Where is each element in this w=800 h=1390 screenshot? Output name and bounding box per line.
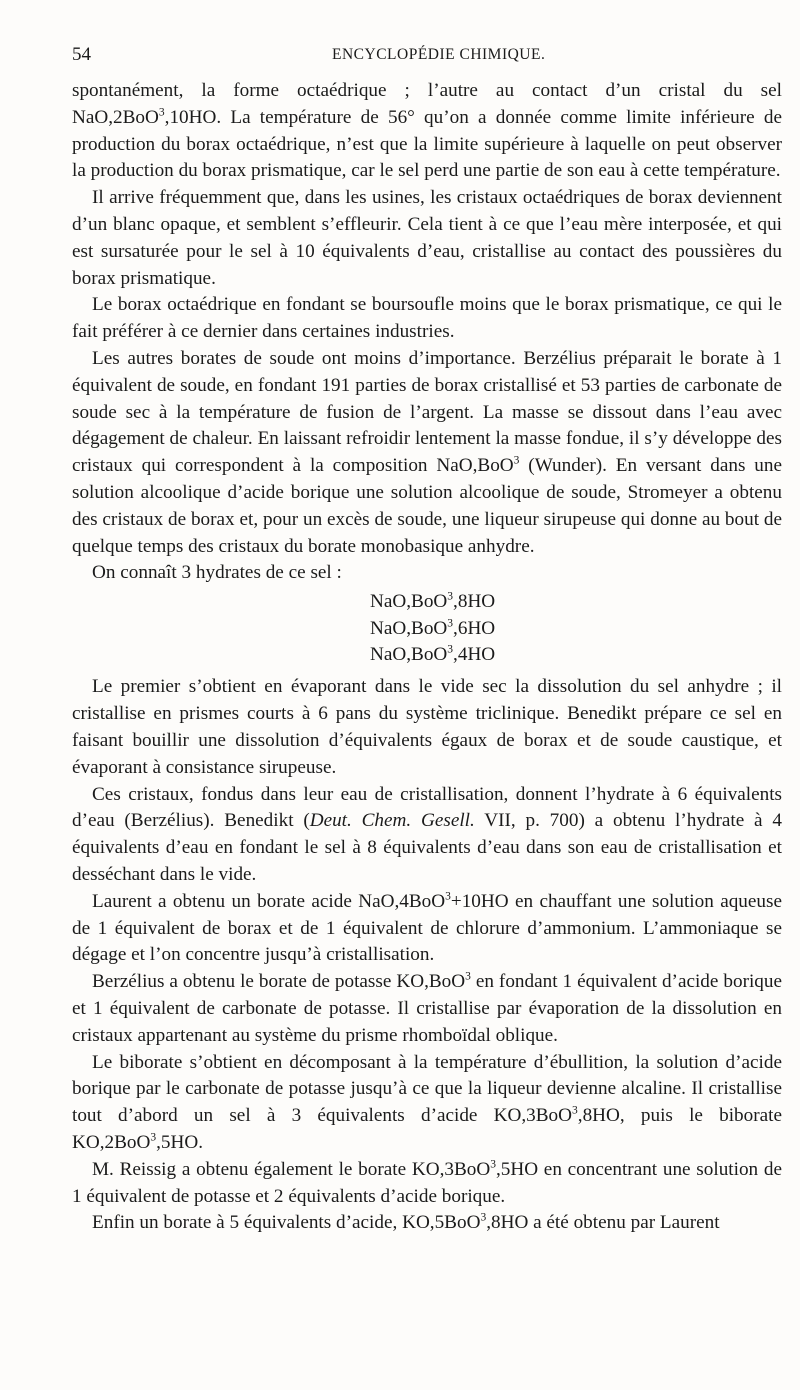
- text-run: NaO,BoO: [370, 617, 448, 639]
- hydrate-formula: [370, 589, 782, 615]
- text-run: Il arrive fréquemment que, dans les usines, les cristaux octaédriques de borax deviennent d’un blanc opaque, et semblent s’effleurir. Cela tient à ce que l’eau mère interposée, et qui est sursaturée pour le sel à 10 équivalents d’eau, cristallise au contact des poussières du borax prismatique.: [72, 187, 782, 289]
- superscript: 3: [572, 1104, 578, 1117]
- paragraph: [72, 674, 782, 781]
- superscript: 3: [513, 454, 520, 467]
- text-run: (Wunder). En versant dans une solution alcoolique d’acide borique une solution alcoolique de soude, Stromeyer a obtenu des cristaux de borax et, pour un excès de soude, une liqueur sirupeuse qui donne au bout de quelque temps des cristaux du borate monobasique anhydre.: [72, 455, 782, 557]
- text-run: ,6HO: [453, 617, 496, 639]
- paragraphs-before: [72, 78, 782, 587]
- text-run: NaO,BoO: [370, 591, 448, 613]
- text-run: Berzélius a obtenu le borate de potasse KO,BoO: [92, 971, 466, 993]
- text-run: Le premier s’obtient en évaporant dans le vide sec la dissolution du sel anhydre ; il cristallise en prismes courts à 6 pans du système triclinique. Benedikt prépare ce sel en faisant bouillir une dissolution d’équivalents égaux de borax et de soude caustique, et évaporant à consistance sirupeuse.: [72, 676, 782, 778]
- text-run: Ces cristaux, fondus dans leur eau de cristallisation, donnent l’hydrate à 6 équivalents d’eau (Berzélius). Benedikt (: [72, 783, 782, 832]
- text-run: ,8HO: [453, 591, 496, 613]
- paragraph: [72, 1157, 782, 1211]
- text-run: Les autres borates de soude ont moins d’importance. Berzélius préparait le borate à 1 équivalent de soude, en fondant 191 parties de borax cristallisé et 53 parties de carbonate de soude sec à la température de fusion de l’argent. La masse se dissout dans l’eau avec dégagement de chaleur. En laissant refroidir lentement la masse fondue, il s’y développe des cristaux qui correspondent à la composition NaO,BoO: [72, 347, 782, 477]
- superscript: 3: [447, 590, 454, 603]
- page-number: 54: [72, 44, 91, 65]
- paragraph: [72, 185, 782, 292]
- text-run: en fondant 1 équivalent d’acide borique et 1 équivalent de carbonate de potasse. Il cristallise par évaporation de la dissolution en cristaux appartenant au système du prisme rhomboïdal oblique.: [72, 971, 782, 1046]
- paragraph: [72, 1210, 782, 1237]
- superscript: 3: [465, 970, 471, 983]
- paragraph: [72, 1050, 782, 1157]
- text-run: On connaît 3 hydrates de ce sel :: [92, 562, 342, 584]
- text-run: +10HO en chauffant une solution aqueuse de 1 équivalent de borax et de 1 équivalent de chlorure d’ammonium. L’ammoniaque se dégage et l’on concentre jusqu’à cristallisation.: [72, 890, 782, 966]
- superscript: 3: [150, 1131, 157, 1144]
- text-run: ,8HO a été obtenu par Laurent: [486, 1212, 720, 1234]
- superscript: 3: [447, 617, 454, 630]
- superscript: 3: [490, 1158, 496, 1171]
- italic-citation: Deut. Chem. Gesell.: [309, 810, 475, 832]
- paragraphs-after: [72, 674, 782, 1237]
- superscript: 3: [480, 1211, 487, 1224]
- text-run: VII, p. 700) a obtenu l’hydrate à 4 équivalents d’eau en fondant le sel à 8 équivalents d’eau dans son eau de cristallisation et desséchant dans le vide.: [72, 810, 782, 885]
- text-run: spontanément, la forme octaédrique ; l’autre au contact d’un cristal du sel NaO,2BoO: [72, 80, 782, 128]
- paragraph: [72, 560, 782, 587]
- running-title: ENCYCLOPÉDIE CHIMIQUE.: [332, 46, 546, 63]
- text-run: ,10HO. La température de 56° qu’on a donnée comme limite inférieure de production du borax octaédrique, n’est que la limite supérieure à laquelle on peut observer la production du borax prismatique, car le sel perd une partie de son eau à cette température.: [72, 106, 782, 182]
- paragraph: [72, 346, 782, 560]
- superscript: 3: [447, 643, 454, 656]
- text-run: Enfin un borate à 5 équivalents d’acide, KO,5BoO: [92, 1212, 481, 1234]
- paragraph: [72, 782, 782, 889]
- text-run: ,4HO: [453, 643, 496, 665]
- hydrate-formula-list: [370, 589, 782, 668]
- text-run: NaO,BoO: [370, 643, 448, 665]
- text-run: ,5HO.: [156, 1131, 204, 1153]
- hydrate-formula: [370, 642, 782, 668]
- text-run: ,5HO en concentrant une solution de 1 équivalent de potasse et 2 équivalents d’acide borique.: [72, 1158, 782, 1207]
- paragraph: [72, 889, 782, 969]
- page-header: [72, 44, 780, 74]
- text-run: Le borax octaédrique en fondant se boursoufle moins que le borax prismatique, ce qui le fait préférer à ce dernier dans certaines industries.: [72, 294, 782, 343]
- paragraph: [72, 78, 782, 185]
- text-run: Le biborate s’obtient en décomposant à la température d’ébullition, la solution d’acide borique par le carbonate de potasse jusqu’à ce que la liqueur devienne alcaline. Il cristallise tout d’abord un sel à 3 équivalents d’acide KO,3BoO: [72, 1051, 782, 1127]
- text-run: ,8HO, puis le biborate KO,2BoO: [72, 1105, 782, 1153]
- paragraph: [72, 969, 782, 1049]
- hydrate-formula: [370, 616, 782, 642]
- text-run: Laurent a obtenu un borate acide NaO,4BoO: [92, 890, 446, 912]
- paragraph: [72, 292, 782, 346]
- text-run: M. Reissig a obtenu également le borate KO,3BoO: [92, 1158, 491, 1180]
- body-text: [72, 78, 782, 1237]
- superscript: 3: [158, 106, 165, 119]
- superscript: 3: [445, 890, 451, 903]
